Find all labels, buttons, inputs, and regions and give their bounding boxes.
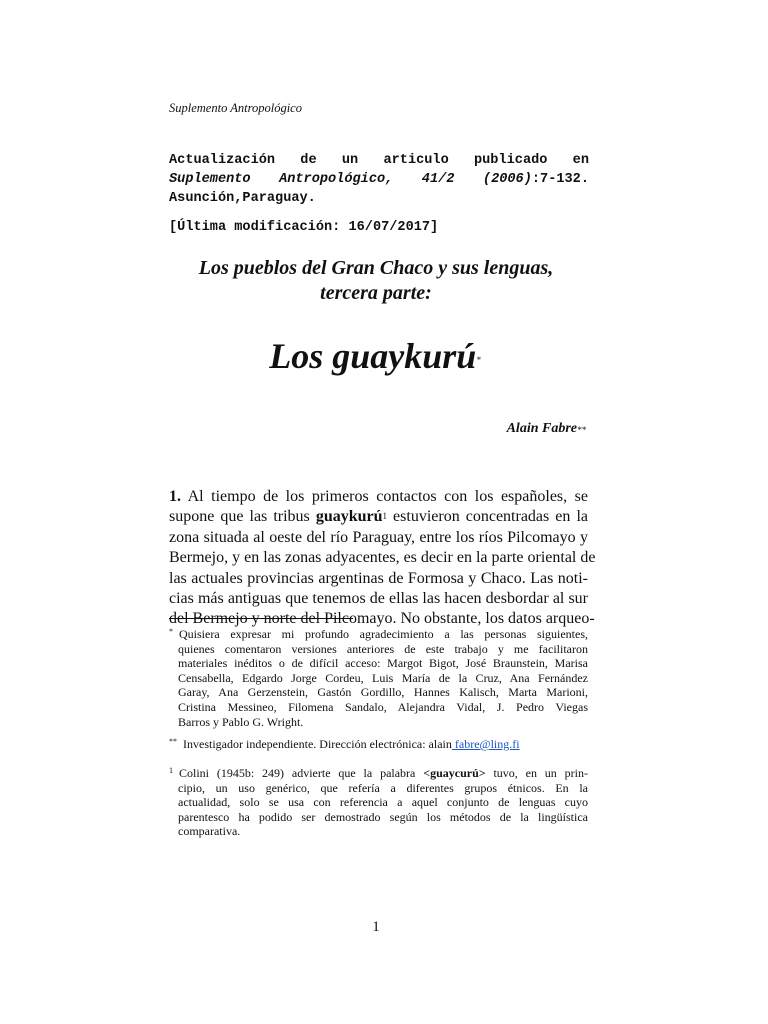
running-header: Suplemento Antropológico: [169, 101, 302, 115]
footnote-line: comparativa.: [178, 824, 241, 839]
footnote-line: ** Investigador independiente. Dirección electrónica: alain fabre@ling.fi: [169, 737, 520, 751]
body-line: zona situada al oeste del río Paraguay, entre los ríos Pilcomayo y: [169, 528, 588, 546]
footnote-line: Garay, Ana Gerzenstein, Gastón Gordillo, Hannes Kalisch, Marta Marioni,: [178, 685, 588, 700]
author-name: Alain Fabre: [506, 421, 577, 436]
subtitle-line1: Los pueblos del Gran Chaco y sus lenguas,: [198, 257, 554, 279]
body-line: 1. Al tiempo de los primeros contactos con los españoles, se: [169, 488, 588, 505]
footnote-mark: *: [169, 627, 173, 636]
footnote-divider: [169, 618, 353, 619]
footnote-author: [169, 737, 588, 752]
footnote-line: $^1$ Colini (1945b: 249) advierte que la palabra <guaycurú> tuvo, en un prin-: [169, 766, 588, 780]
update-note-line1: Actualización de un articulo publicado en: [169, 153, 589, 168]
update-note: [169, 151, 589, 208]
footnote-line: parentesco ha podido ser demostrado según los métodos de la lingüística: [178, 809, 588, 824]
footnote-line: * Quisiera expresar mi profundo agradecimiento a las personas siguientes,: [169, 627, 588, 641]
paragraph-number: 1.: [169, 488, 181, 505]
footnote-line: Barros y Pablo G. Wright.: [178, 714, 304, 729]
footnote-line: quienes comentaron versiones anteriores de este trabajo y me facilitaron: [178, 641, 588, 656]
footnote-line: cipio, un uso genérico, que refería a diferentes grupos étnicos. En la: [178, 780, 588, 795]
footnote-ref-1: 1: [382, 511, 388, 522]
author: [507, 421, 586, 437]
subtitle: [150, 256, 602, 306]
footnote-guaycuru: [169, 766, 588, 839]
footnote-line: Censabella, Edgardo Jorge Cordeu, Luis María de la Cruz, Ana Fernández: [178, 670, 588, 685]
footnote-line: actualidad, solo se usa con referencia a aquel conjunto de lenguas cuyo: [178, 795, 588, 810]
body-line: del Bermejo y norte del Pilcomayo. No obstante, los datos arqueo-: [169, 610, 595, 628]
author-footnote-mark: **: [577, 425, 586, 435]
subtitle-line2: tercera parte:: [320, 282, 432, 304]
footnote-mark: **: [169, 737, 177, 746]
body-line: Bermejo, y en las zonas adyacentes, es decir en la parte oriental de: [169, 549, 596, 567]
term-guaykuru: guaykurú: [315, 508, 383, 526]
last-modified: [Última modificación: 16/07/2017]: [169, 220, 439, 235]
body-line: supone que las tribus guaykurú$^1$ estuvieron concentradas en la: [169, 508, 588, 526]
footnote-line: Cristina Messineo, Filomena Sandalo, Alejandra Vidal, J. Pedro Viegas: [178, 699, 588, 714]
footnote-acknowledgements: [169, 627, 588, 729]
body-line: cias más antiguas que tenemos de ellas las hacen desbordar al sur: [169, 590, 588, 608]
body-paragraph: [169, 487, 596, 630]
update-note-journal: Suplemento Antropológico, 41/2 (2006): [169, 172, 532, 187]
footnote-mark: 1: [169, 766, 173, 775]
term-guaycuru: <guaycurú>: [423, 766, 486, 780]
page-title: [170, 334, 580, 378]
body-line: las actuales provincias argentinas de Formosa y Chaco. Las noti-: [169, 569, 588, 587]
footnote-line: materiales inéditos o de difícil acceso: Margot Bigot, José Braunstein, Marisa: [178, 656, 588, 671]
page-number: 1: [372, 919, 380, 935]
title-footnote-mark: *: [476, 355, 481, 365]
update-note-pages: :7-132.: [531, 172, 589, 187]
email-link[interactable]: fabre@ling.fi: [451, 737, 520, 751]
update-note-place: Asunción,Paraguay.: [169, 191, 316, 206]
page-title-text: Los guaykurú: [269, 336, 477, 376]
